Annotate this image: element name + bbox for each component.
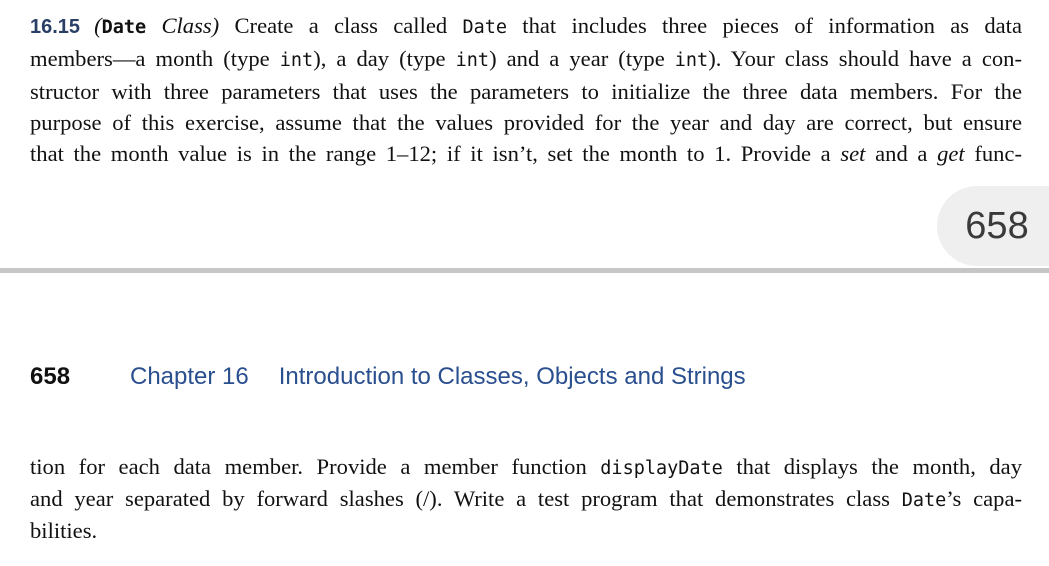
text-run: purpose of this exercise, assume that the values provided for the year and day are correct, but ensure: [30, 110, 1022, 135]
exercise-line: [30, 138, 1022, 169]
page-divider: [0, 268, 1049, 273]
text-run: tion for each data member. Provide a member function: [30, 454, 601, 479]
inline-code: displayDate: [600, 458, 723, 479]
text-run: Create a class called: [219, 13, 463, 38]
text-run: ). Your class should have a con-: [708, 46, 1023, 71]
exercise-line: [30, 76, 1022, 107]
italic-word: set: [840, 141, 866, 166]
text-run: and a: [865, 141, 938, 166]
continuation-line: [30, 484, 1022, 516]
exercise-paragraph: [30, 10, 1022, 169]
text-run: and year separated by forward slashes (/). Write a test program that demonstrates class: [30, 486, 902, 511]
exercise-title-open: (: [94, 13, 102, 38]
text-run: ), a day (type: [313, 46, 456, 71]
upper-page: [0, 0, 1049, 268]
running-head-chapter: Chapter 16: [130, 363, 249, 390]
text-run: that includes three pieces of information as data: [507, 13, 1022, 38]
exercise-line: [30, 107, 1022, 138]
text-run: that displays the month, day: [722, 454, 1023, 479]
inline-code: int: [279, 50, 314, 71]
page-number-badge: 658: [937, 186, 1049, 266]
text-run: structor with three parameters that uses the parameters to initialize the three data members. For the: [30, 79, 1022, 104]
clipped-previous-line: [0, 0, 1049, 6]
inline-code: Date: [901, 490, 947, 511]
text-run: func-: [964, 141, 1022, 166]
running-head-title: Introduction to Classes, Objects and Strings: [278, 363, 746, 390]
text-run: that the month value is in the range 1–12; if it isn’t, set the month to 1. Provide a: [30, 141, 841, 166]
text-run: members—a month (type: [30, 46, 280, 71]
exercise-line-text: [219, 13, 1022, 38]
text-run: ’s capa-: [946, 486, 1022, 511]
inline-code: int: [674, 50, 709, 71]
running-head: [30, 360, 746, 394]
exercise-line: [30, 43, 1022, 76]
continuation-line: [30, 452, 1022, 484]
inline-code: int: [455, 50, 490, 71]
text-run: bilities.: [30, 518, 98, 543]
running-head-page-number: 658: [30, 363, 71, 390]
italic-word: get: [937, 141, 965, 166]
exercise-title-rest: Class): [146, 13, 220, 38]
inline-code: Date: [462, 17, 508, 38]
continuation-paragraph: [30, 452, 1022, 546]
exercise-number: 16.15: [30, 16, 81, 38]
text-run: ) and a year (type: [489, 46, 675, 71]
exercise-title: [94, 13, 219, 38]
continuation-line: [30, 516, 1022, 546]
exercise-line: [30, 10, 1022, 43]
exercise-title-code: Date: [101, 17, 147, 38]
